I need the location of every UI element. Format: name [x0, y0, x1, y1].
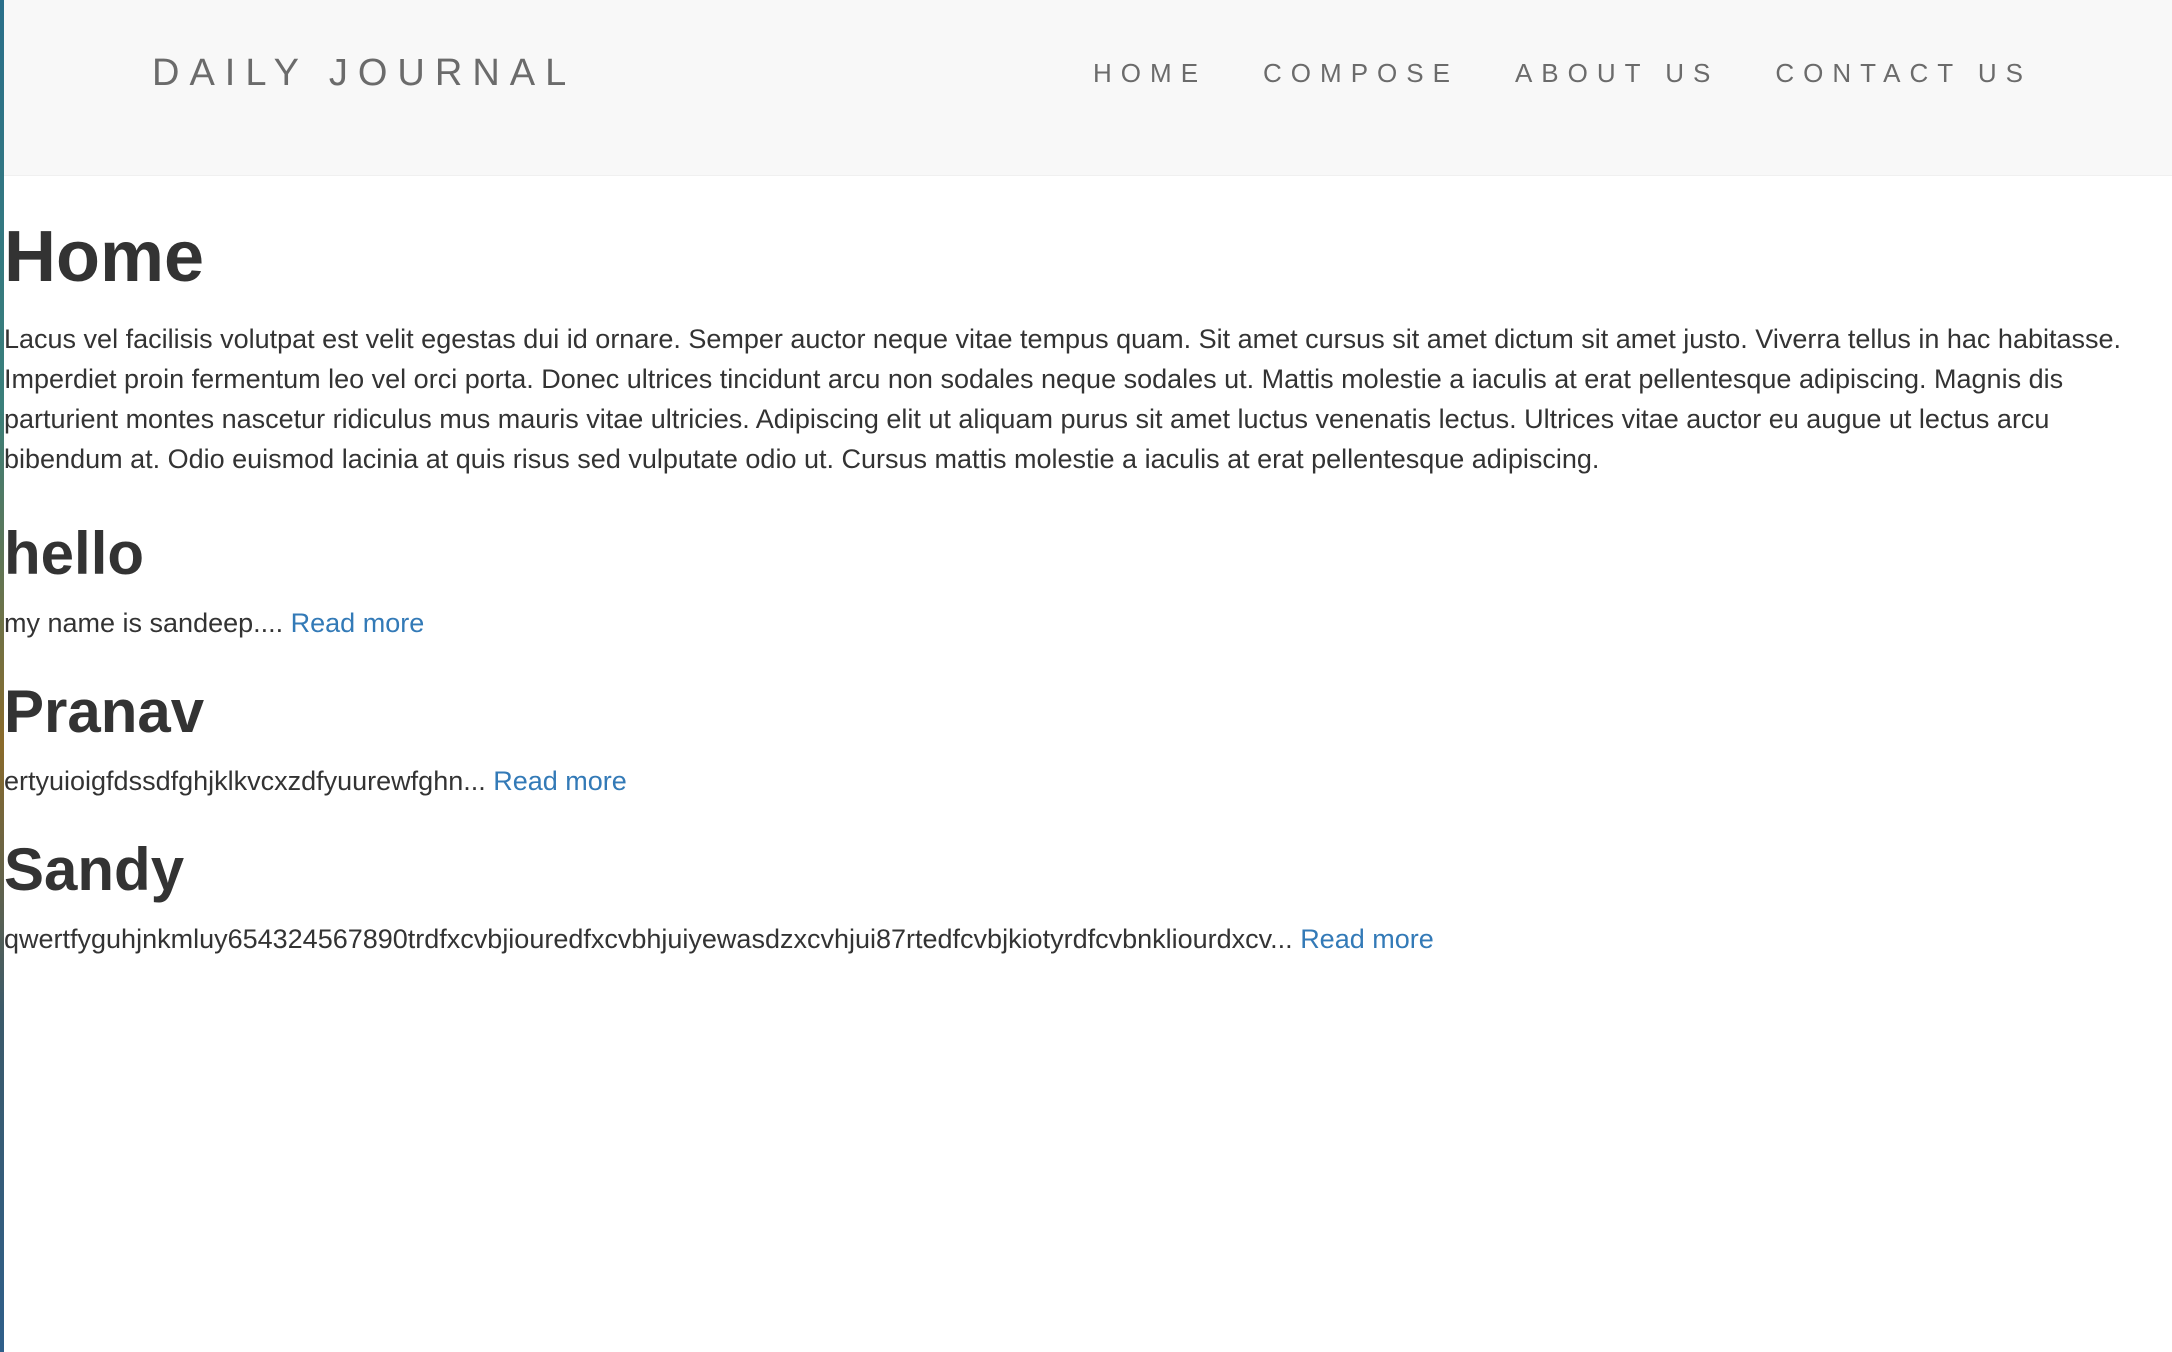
- intro-text: Lacus vel facilisis volutpat est velit egestas dui id ornare. Semper auctor neque vitae tempus quam. Sit amet cursus sit amet dictum sit amet justo. Viverra tellus in hac habitasse. Imperdiet proin fermentum leo vel orci porta. Donec ultrices tincidunt arcu non sodales neque sodales ut. Mattis molestie a iaculis at erat pellentesque adipiscing. Magnis dis parturient montes nascetur ridiculus mus mauris vitae ultricies. Adipiscing elit ut aliquam purus sit amet luctus venenatis lectus. Ultrices vitae auctor eu augue ut lectus arcu bibendum at. Odio euismod lacinia at quis risus sed vulputate odio ut. Cursus mattis molestie a iaculis at erat pellentesque adipiscing.: [4, 324, 2122, 475]
- nav-link-home[interactable]: HOME: [1093, 58, 1208, 88]
- navbar: [4, 0, 2172, 176]
- post-excerpt: qwertfyguhjnkmluy654324567890trdfxcvbjiouredfxcvbhjuiyewasdzxcvhjui87rtedfcvbjkiotyrdfcvbnkliourdxcv...: [4, 924, 1293, 955]
- page-title: Home: [4, 217, 205, 297]
- post-title: Pranav: [4, 678, 205, 746]
- read-more-link[interactable]: Read more: [1300, 924, 1434, 955]
- nav-item-contact: [1775, 58, 2032, 89]
- post-title: Sandy: [4, 836, 185, 904]
- post-excerpt-line: [4, 761, 2164, 801]
- post-excerpt-line: [4, 919, 2164, 959]
- post-excerpt: ertyuioigfdssdfghjklkvcxzdfyuurewfghn...: [4, 766, 486, 797]
- read-more-link[interactable]: Read more: [493, 766, 627, 797]
- post-item: [4, 521, 2164, 643]
- nav-links: [1093, 58, 2032, 89]
- nav-item-compose: [1263, 58, 1459, 89]
- nav-item-home: [1093, 58, 1207, 89]
- nav-link-contact[interactable]: CONTACT US: [1775, 58, 2032, 88]
- post-excerpt: my name is sandeep....: [4, 608, 284, 639]
- post-excerpt-line: [4, 603, 2164, 643]
- nav-link-compose[interactable]: COMPOSE: [1263, 58, 1459, 88]
- nav-link-about[interactable]: ABOUT US: [1514, 58, 1720, 88]
- main-content: [4, 176, 2164, 959]
- brand-logo[interactable]: DAILY JOURNAL: [152, 52, 577, 94]
- nav-item-about: [1515, 58, 1719, 89]
- post-title: hello: [4, 520, 145, 588]
- read-more-link[interactable]: Read more: [290, 608, 425, 639]
- post-item: [4, 837, 2164, 959]
- post-item: [4, 679, 2164, 801]
